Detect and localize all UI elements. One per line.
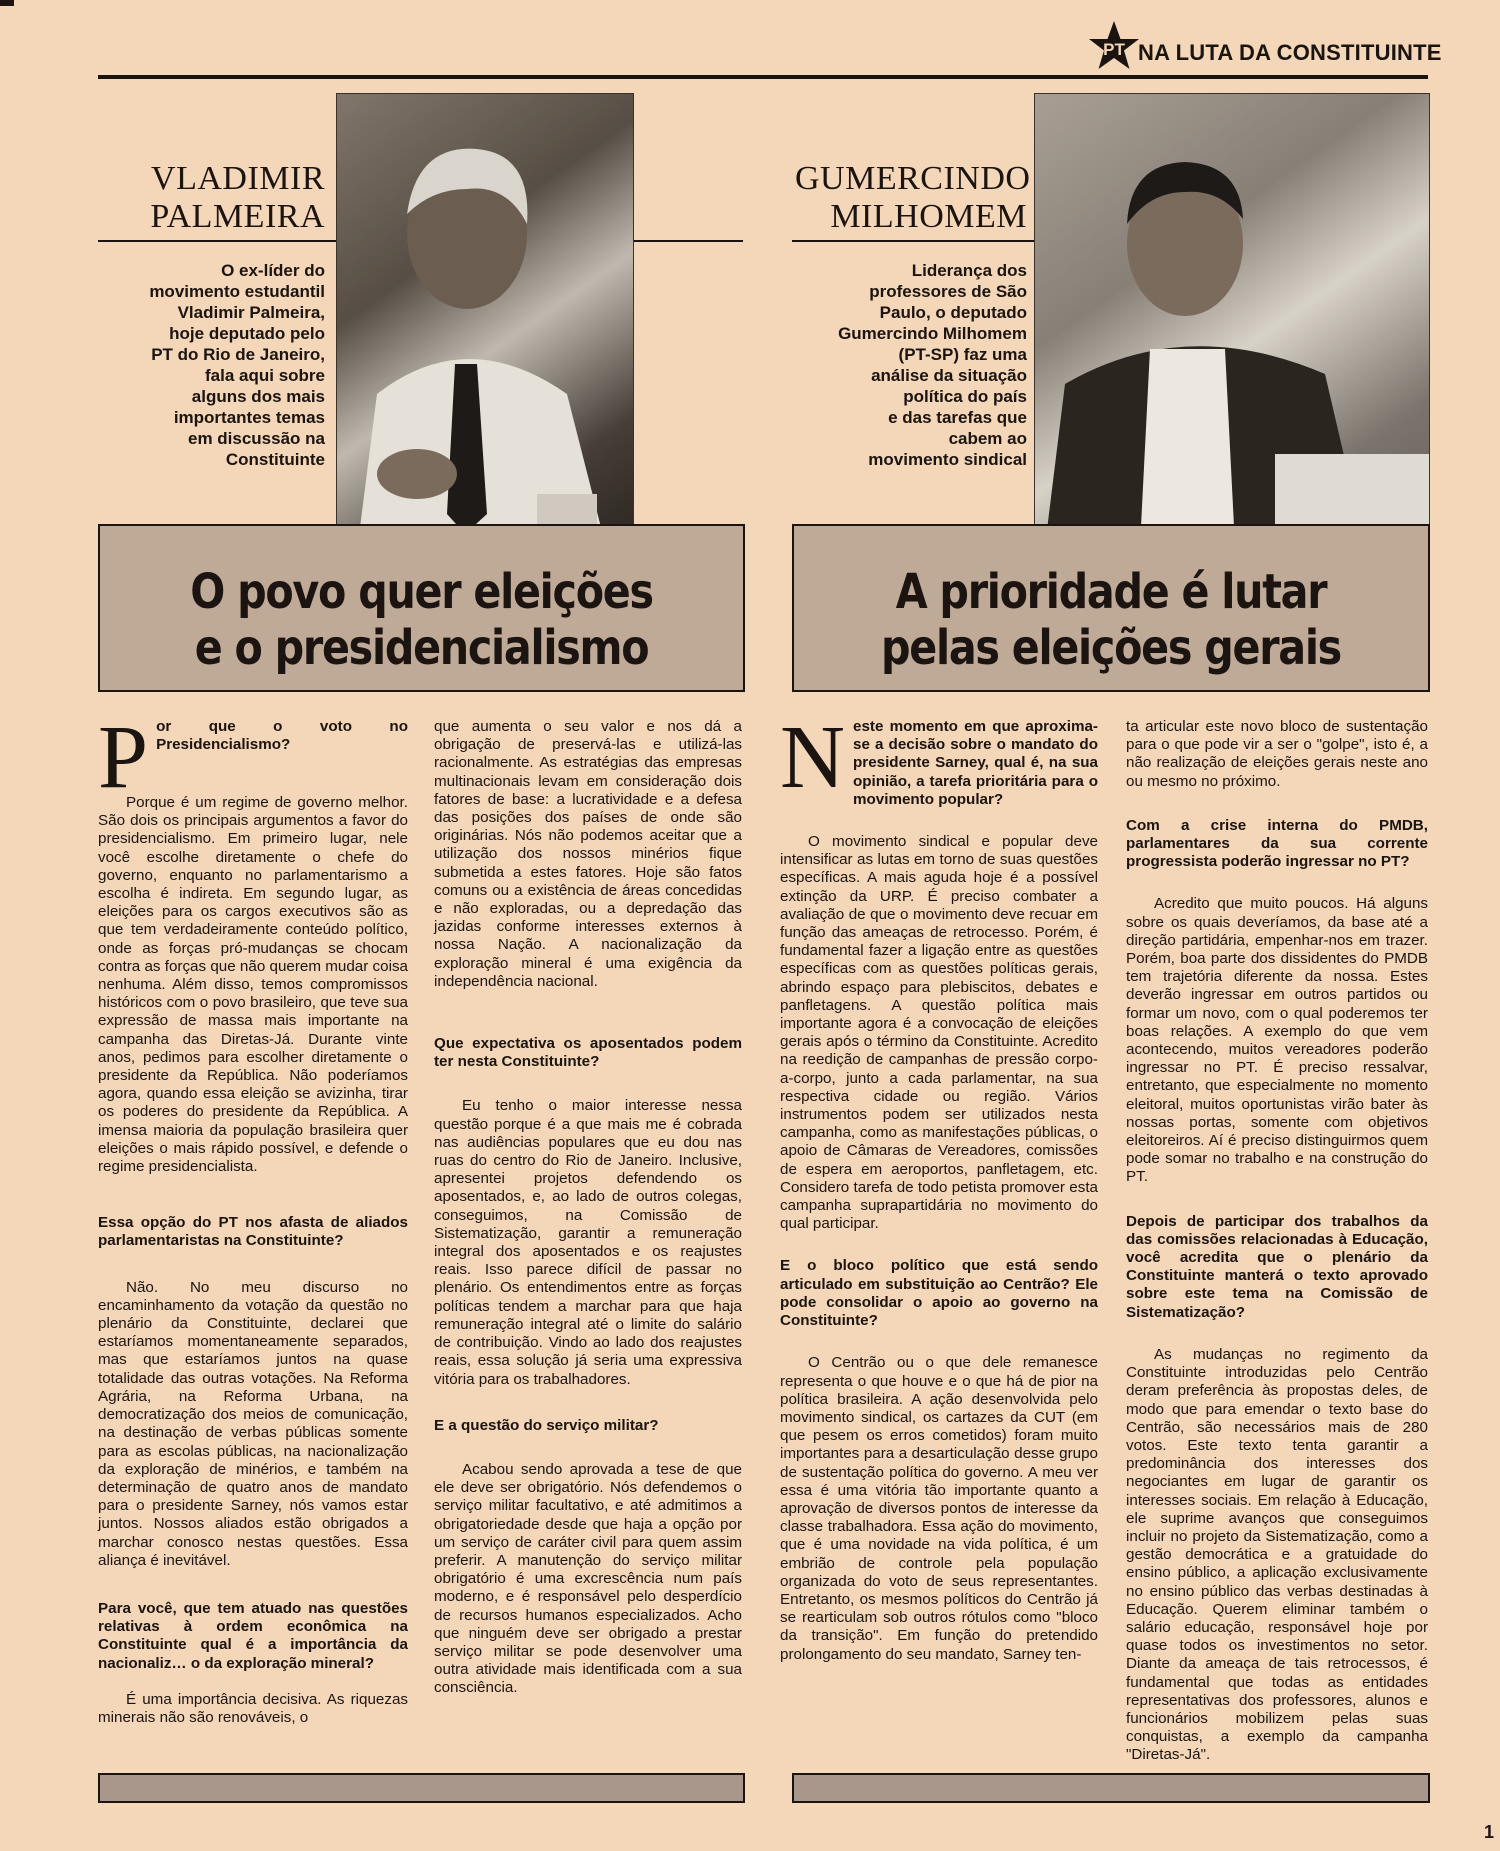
left-name-line2: PALMEIRA (150, 198, 325, 235)
answer: Porque é um regime de governo melhor. São dois os principais argumentos a favor do presidencialismo. Em primeiro lugar, nele você escolhe diretamente o chefe do governo, enquanto no parlamentarismo a escolha é indireta. Em segundo lugar, as eleições para os cargos executivos são as que tem verdadeiramente conteúdo político, onde as forças pró-mudanças se chocam contra as forças que não querem mudar coisa nenhuma. Além disso, temos compromissos históricos com o povo brasileiro, que teve sua expressão de massa mais importante na campanha das Diretas-Já. Durante vinte anos, pedimos para escolher diretamente o presidente da República. Não poderíamos agora, quando essa eleição se avizinha, tirar os poderes do presidente da República. A imensa maioria da população brasileira quer eleições o mais rápido possível, e defende o regime presidencialista. (98, 794, 408, 1176)
right-lead-line: Paulo, o deputado (879, 303, 1027, 322)
answer: É uma importância decisiva. As riquezas minerais não são renováveis, o (98, 1690, 408, 1726)
question: Depois de participar dos trabalhos da das comissões relacionadas à Educação, você acredita que o plenário da Constituinte manterá o texto aprovado sobre este tema na Comissão de Sistematização? (1126, 1212, 1428, 1321)
right-footer-bar (792, 1773, 1430, 1803)
right-name-line1: GUMERCINDO (795, 160, 1031, 197)
left-headline-box (98, 524, 745, 692)
question: Para você, que tem atuado nas questões relativas à ordem econômica na Constituinte qual é a importância da nacionaliz… o da exploração mineral? (98, 1599, 408, 1672)
left-lead-line: em discussão na (187, 429, 325, 448)
left-lead-line: O ex-líder do (221, 261, 325, 280)
answer: O Centrão ou o que dele remanesce representa o que houve e o que há de pior na política brasileira. A ação desenvolvida pelo movimento sindical, os cartazes da CUT (em que pesem os erros cometidos) foram muito importantes para a desarticulação desse grupo de sustentação política do governo. A meu ver essa é uma vitória tão importante quanto a aprovação de diversos pontos de interesse da classe trabalhadora. Essa ação do movimento, que é uma novidade na vida política, é um embrião de controle pela população organizada do voto de seus representantes. Entretanto, os mesmos políticos do Centrão já se rearticulam sob outros rótulos como "bloco da transição". Em função do pretendido prolongamento do seu mandato, Sarney ten- (780, 1354, 1098, 1663)
left-lead-line: movimento estudantil (149, 282, 325, 301)
right-lead-line: análise da situação (871, 366, 1027, 385)
question: este momento em que aproxima-se a decisão sobre o mandato do presidente Sarney, qual é, na sua opinião, a tarefa prioritária para o movimento popular? (853, 718, 1098, 808)
left-name-line1: VLADIMIR (151, 160, 325, 197)
question: Com a crise interna do PMDB, parlamentares da sua corrente progressista poderão ingressar no PT? (1126, 816, 1428, 871)
question: E o bloco político que está sendo articulado em substituição ao Centrão? Ele pode consolidar o apoio ao governo na Constituinte? (780, 1257, 1098, 1330)
question: E a questão do serviço militar? (434, 1416, 659, 1434)
right-lead-line: cabem ao (948, 429, 1027, 448)
question: Essa opção do PT nos afasta de aliados parlamentaristas na Constituinte? (98, 1214, 408, 1250)
answer: As mudanças no regimento da Constituinte introduzidas pelo Centrão deram preferência às propostas deles, de modo que para emendar o texto base do Centrão, são necessários mais de 280 votos. Este texto tenta garantir a predominância dos interesses dos negociantes em lugar de garantir os interesses sociais. Em relação à Educação, ele suprime avanços que conseguimos incluir no projeto da Sistematização, como a gestão democrática e a gratuidade do ensino público, a aplicação exclusivamente no ensino público das verbas destinadas à Educação. Querem eliminar também o salário educação, responsável hoje por quase todos os investimentos no setor. Diante da ameaça de tais retrocessos, é fundamental que todas as entidades representativas dos professores, alunos e funcionários mobilizem pelas suas conquistas, a exemplo da campanha "Diretas-Já". (1126, 1345, 1428, 1764)
left-lead-line: hoje deputado pelo (169, 324, 325, 343)
header-rule (98, 75, 1428, 79)
corner-mark (0, 0, 14, 6)
left-lead-line: PT do Rio de Janeiro, (151, 345, 325, 364)
answer: Eu tenho o maior interesse nessa questão porque é a que mais me é cobrada nas audiências populares que eu dou nas ruas do centro do Rio de Janeiro. Inclusive, apresentei projetos defendendo os aposentados, e, ao lado de outros colegas, conseguimos, na Comissão de Sistematização, garantir a remuneração integral dos aposentados e os reajustes reais. Isso parece difícil de passar no plenário. Os entendimentos entre as forças políticas tendem a marchar para que haja remuneração integral até o limite do salário de contribuição. Vindo ao lado dos reajustes reais, essa solução já seria uma expressiva vitória para os trabalhadores. (434, 1097, 742, 1388)
question: or que o voto no Presidencialismo? (156, 718, 408, 754)
right-lead (795, 260, 1027, 470)
answer: O movimento sindical e popular deve intensificar as lutas em torno de suas questões específicas. A mais aguda hoje é a possível extinção da URP. É preciso combater a avaliação de que o movimento deve recuar em função das ameaças de retrocesso. Porém, é fundamental fazer a ligação entre as questões específicas com as questões políticas gerais, abrindo espaço para plebiscitos, debates e panfletagens. A questão política mais importante agora é a convocação de eleições gerais após o término da Constituinte. Acredito na reedição de campanhas de pressão corpo-a-corpo, junto a cada parlamentar, na sua respectiva cidade ou região. Vários instrumentos podem ser utilizados nesta campanha, como as manifestações públicas, o apoio de Câmaras de Vereadores, comissões de espera em aeroportos, panfletagem, etc. Considero tarefa de todo petista promover esta campanha suprapartidária no movimento do qual participar. (780, 833, 1098, 1233)
answer: Acabou sendo aprovada a tese de que ele deve ser obrigatório. Nós defendemos o serviço militar facultativo, e até admitimos a obrigatoriedade desde que haja a opção por um serviço de caráter civil para quem assim preferir. A manutenção do serviço militar obrigatório é uma excrescência num país moderno, e é responsável pelo desperdício de recursos humanos especializados. Acho que ninguém deve ser obrigado a prestar serviço militar se pode desenvolver uma outra atividade mais identificada com a sua consciência. (434, 1460, 742, 1697)
gumercindo-milhomem-photo (1034, 93, 1430, 547)
left-lead (100, 260, 325, 470)
page-number: 1 (1484, 1822, 1495, 1842)
answer: Não. No meu discurso no encaminhamento da votação da questão no plenário da Constituinte, declarei que estaríamos momentaneamente separados, mas que estaríamos juntos na quase totalidade das outras votações. Na Reforma Agrária, na Reforma Urbana, na democratização dos meios de comunicação, na destinação de verbas públicas somente para as escolas públicas, na nacionalização da exploração de minérios, e também na determinação de quatro anos de mandato para o presidente Sarney, nós vamos estar juntos. Nossos aliados estão obrigados a marchar conosco nestas questões. Essa aliança é inevitável. (98, 1278, 408, 1569)
answer: ta articular este novo bloco de sustentação para o que pode vir a ser o "golpe", isto é, a não realização de eleições gerais neste ano ou mesmo no próximo. (1126, 718, 1428, 790)
left-headline-line2: e o presidencialismo (194, 620, 649, 676)
right-lead-line: política do país (903, 387, 1027, 406)
right-lead-line: e das tarefas que (888, 408, 1027, 427)
logo-text: PT (1103, 40, 1125, 59)
left-headline (145, 564, 698, 676)
left-name (100, 160, 325, 236)
pt-star-logo (1088, 20, 1140, 72)
right-lead-line: professores de São (869, 282, 1027, 301)
right-lead-line: (PT-SP) faz uma (898, 345, 1027, 364)
vladimir-palmeira-photo (336, 93, 634, 552)
right-lead-line: Liderança dos (911, 261, 1027, 280)
section-title: NA LUTA DA CONSTITUINTE (1138, 40, 1442, 65)
answer: que aumenta o seu valor e nos dá a obrigação de preservá-las e utilizá-las racionalmente. As estratégias das empresas multinacionais levam em consideração dois fatores de base: a lucratividade e a defesa das posições dos países de onde são originárias. Nós não podemos aceitar que a utilização dos nossos minérios fique submetida a estes fatores. Hoje são fatos comuns ou a existência de áreas concedidas e não exploradas, ou a depredação das jazidas conforme interesses externos à nossa Nação. A nacionalização da exploração mineral é uma exigência da independência nacional. (434, 718, 742, 990)
right-headline-line1: A prioridade é lutar (895, 564, 1327, 620)
left-lead-line: importantes temas (173, 408, 325, 427)
left-footer-bar (98, 1773, 745, 1803)
left-column-2 (434, 718, 742, 1716)
left-column-1 (98, 708, 408, 1745)
answer: Acredito que muito poucos. Há alguns sobre os quais deveríamos, da base até a direção partidária, empenhar-nos em trazer. Porém, boa parte dos dissidentes do PMDB tem trajetória diferente da nossa. Estes deverão ingressar em outros partidos ou formar um novo, com o qual poderemos ter boas relações. A exemplo do que vem acontecendo, muitos vereadores poderão ingressar no PT. É preciso ressalvar, entretanto, que especialmente no momento eleitoral, muitos oportunistas virão bater às nossas portas, somente com objetivos eleitoreiros. Aí é preciso distinguirmos quem pode somar no trabalho e na construção do PT. (1126, 895, 1428, 1186)
right-column-1 (780, 708, 1098, 1682)
right-column-2 (1126, 718, 1428, 1783)
right-name-line2: MILHOMEM (830, 198, 1027, 235)
left-lead-line: Constituinte (225, 450, 325, 469)
left-headline-line1: O povo quer eleições (190, 564, 653, 620)
right-headline-box (792, 524, 1430, 692)
right-drop-cap: N (780, 708, 845, 807)
left-lead-line: fala aqui sobre (205, 366, 325, 385)
left-drop-cap: P (98, 708, 149, 807)
right-headline-line2: pelas eleições gerais (881, 620, 1341, 676)
left-lead-line: Vladimir Palmeira, (177, 303, 325, 322)
left-lead-line: alguns dos mais (191, 387, 325, 406)
right-lead-line: movimento sindical (868, 450, 1027, 469)
right-headline (838, 564, 1383, 676)
right-lead-line: Gumercindo Milhomem (838, 324, 1027, 343)
right-name (795, 160, 1031, 236)
question: Que expectativa os aposentados podem ter nesta Constituinte? (434, 1035, 742, 1071)
